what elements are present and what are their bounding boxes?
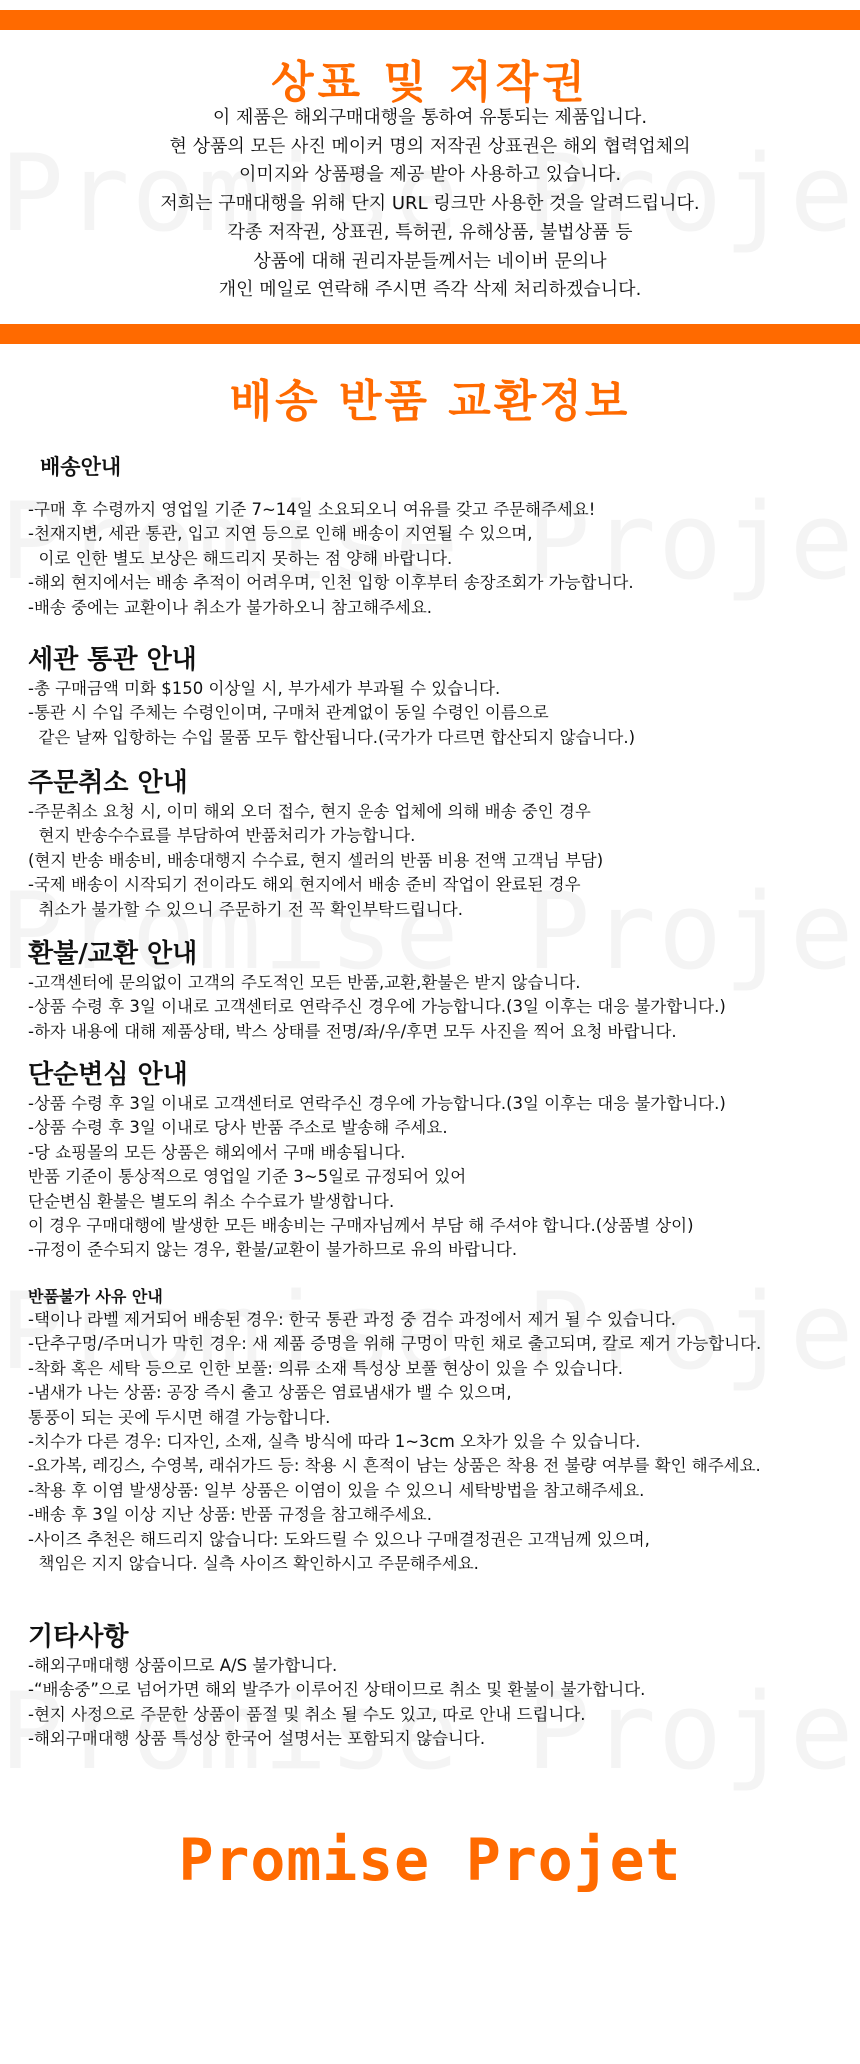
policy-line: 같은 날짜 입항하는 수입 물품 모두 합산됩니다.(국가가 다르면 합산되지 않습니다.) xyxy=(28,727,636,747)
policy-line: -해외 현지에서는 배송 추적이 어려우며, 인천 입항 이후부터 송장조회가 가능합니다. xyxy=(28,573,634,593)
policy-line: -하자 내용에 대해 제품상태, 박스 상태를 전명/좌/우/후면 모두 사진을 찍어 요청 바랍니다. xyxy=(28,1021,677,1041)
top-accent-bar xyxy=(0,10,860,30)
policy-line: 반품 기준이 통상적으로 영업일 기준 3~5일로 규정되어 있어 xyxy=(28,1167,467,1187)
policy-line: 취소가 불가할 수 있으니 주문하기 전 꼭 확인부탁드립니다. xyxy=(28,899,463,919)
section-lines xyxy=(28,498,634,620)
policy-line: -“배송중”으로 넘어가면 해외 발주가 이루어진 상태이므로 취소 및 환불이 불가합니다. xyxy=(28,1680,646,1700)
copyright-title: 상표 및 저작권 xyxy=(271,57,589,108)
policy-line: -상품 수령 후 3일 이내로 고객센터로 연락주신 경우에 가능합니다.(3일 이후는 대응 불가합니다.) xyxy=(28,997,726,1017)
policy-line: -현지 사정으로 주문한 상품이 품절 및 취소 될 수도 있고, 따로 안내 드립니다. xyxy=(28,1704,586,1724)
notice-line: 이 제품은 해외구매대행을 통하여 유통되는 제품입니다. xyxy=(212,107,648,128)
section-title: 세관 통관 안내 xyxy=(28,645,197,675)
middle-accent-bar xyxy=(0,324,860,344)
policy-line: -해외구매대행 상품 특성상 한국어 설명서는 포함되지 않습니다. xyxy=(28,1729,486,1749)
section-lines xyxy=(28,1654,645,1752)
section-lines xyxy=(28,1092,726,1263)
section-title: 반품불가 사유 안내 xyxy=(28,1287,163,1306)
section-no-return xyxy=(28,1286,761,1576)
policy-line: -요가복, 레깅스, 수영복, 래쉬가드 등: 착용 시 흔적이 남는 상품은 착용 전 불량 여부를 확인 해주세요. xyxy=(28,1456,761,1476)
section-title: 환불/교환 안내 xyxy=(28,939,198,969)
notice-line: 저희는 구매대행을 위해 단지 URL 링크만 사용한 것을 알려드립니다. xyxy=(160,193,700,215)
section-lines xyxy=(28,800,603,922)
section-lines xyxy=(28,1308,761,1576)
policy-line: -규정이 준수되지 않는 경우, 환불/교환이 불가하므로 유의 바랍니다. xyxy=(28,1240,518,1260)
policy-line: -상품 수령 후 3일 이내로 당사 반품 주소로 발송해 주세요. xyxy=(28,1118,448,1138)
policy-line: -통관 시 수입 주체는 수령인이며, 구매처 관계없이 동일 수령인 이름으로 xyxy=(28,703,549,723)
notice-line: 각종 저작권, 상표권, 특허권, 유해상품, 불법상품 등 xyxy=(227,221,633,243)
policy-line: -천재지변, 세관 통관, 입고 지연 등으로 인해 배송이 지연될 수 있으며, xyxy=(28,524,533,544)
copyright-notice xyxy=(0,104,860,305)
section-lines xyxy=(28,971,726,1044)
policy-line: -구매 후 수령까지 영업일 기준 7~14일 소요되오니 여유를 갖고 주문해주세요! xyxy=(28,500,596,519)
policy-line: -사이즈 추천은 해드리지 않습니다: 도와드릴 수 있으나 구매결정권은 고객님께 있으며, xyxy=(28,1529,650,1549)
section-customs xyxy=(28,643,635,750)
notice-line: 현 상품의 모든 사진 메이커 명의 저작권 상표권은 해외 협력업체의 xyxy=(169,135,691,157)
section-lines xyxy=(28,677,635,750)
section-cancel xyxy=(28,766,603,922)
policy-line: (현지 반송 배송비, 배송대행지 수수료, 현지 셀러의 반품 비용 전액 고객님 부담) xyxy=(28,850,604,870)
section-title: 단순변심 안내 xyxy=(28,1060,188,1090)
section-delivery xyxy=(28,450,634,620)
policy-line: -국제 배송이 시작되기 전이라도 해외 현지에서 배송 준비 작업이 완료된 경우 xyxy=(28,875,581,895)
policy-line: -배송 중에는 교환이나 취소가 불가하오니 참고해주세요. xyxy=(28,597,433,617)
section-refund xyxy=(28,937,726,1044)
policy-line: 통풍이 되는 곳에 두시면 해결 가능합니다. xyxy=(28,1407,331,1427)
policy-line: -해외구매대행 상품이므로 A/S 불가합니다. xyxy=(28,1656,338,1675)
policy-line: -착화 혹은 세탁 등으로 인한 보풀: 의류 소재 특성상 보풀 현상이 있을 수 있습니다. xyxy=(28,1358,623,1378)
policy-line: -단추구멍/주머니가 막힌 경우: 새 제품 증명을 위해 구멍이 막힌 채로 출고되며, 칼로 제거 가능합니다. xyxy=(28,1334,762,1354)
policy-line: -상품 수령 후 3일 이내로 고객센터로 연락주신 경우에 가능합니다.(3일 이후는 대응 불가합니다.) xyxy=(28,1094,726,1113)
policy-line: -치수가 다른 경우: 디자인, 소재, 실측 방식에 따라 1~3cm 오차가 있을 수 있습니다. xyxy=(28,1432,641,1452)
policy-line: -착용 후 이염 발생상품: 일부 상품은 이염이 있을 수 있으니 세탁방법을 참고해주세요. xyxy=(28,1480,645,1500)
policy-line: 책임은 지지 않습니다. 실측 사이즈 확인하시고 주문해주세요. xyxy=(28,1554,479,1574)
section-title: 주문취소 안내 xyxy=(28,768,188,798)
notice-line: 이미지와 상품평을 제공 받아 사용하고 있습니다. xyxy=(238,164,622,186)
policy-line: -주문취소 요청 시, 이미 해외 오더 접수, 현지 운송 업체에 의해 배송 중인 경우 xyxy=(28,802,591,821)
section-title: 배송안내 xyxy=(40,455,122,479)
policy-line: -배송 후 3일 이상 지난 상품: 반품 규정을 참고해주세요. xyxy=(28,1505,432,1525)
policy-line: -택이나 라벨 제거되어 배송된 경우: 한국 통관 과정 중 검수 과정에서 제거 될 수 있습니다. xyxy=(28,1310,677,1329)
notice-line: 상품에 대해 권리자분들께서는 네이버 문의나 xyxy=(253,250,607,272)
notice-line: 개인 메일로 연락해 주시면 즉각 삭제 처리하겠습니다. xyxy=(218,279,642,301)
policy-line: 이 경우 구매대행에 발생한 모든 배송비는 구매자님께서 부담 해 주셔야 합니다.(상품별 상이) xyxy=(28,1216,694,1236)
policy-line: -당 쇼핑몰의 모든 상품은 해외에서 구매 배송됩니다. xyxy=(28,1142,406,1162)
policy-line: 현지 반송수수료를 부담하여 반품처리가 가능합니다. xyxy=(28,826,416,846)
brand-logo-text: Promise Projet xyxy=(178,1826,682,1894)
policy-line: -고객센터에 문의없이 고객의 주도적인 모든 반품,교환,환불은 받지 않습니다. xyxy=(28,973,581,992)
policy-line: -총 구매금액 미화 $150 이상일 시, 부가세가 부과될 수 있습니다. xyxy=(28,679,501,698)
shipping-header: 배송 반품 교환정보 xyxy=(229,376,631,427)
policy-line: -냄새가 나는 상품: 공장 즉시 출고 상품은 염료냄새가 밸 수 있으며, xyxy=(28,1383,512,1403)
policy-line: 단순변심 환불은 별도의 취소 수수료가 발생합니다. xyxy=(28,1191,395,1211)
section-change-mind xyxy=(28,1058,726,1263)
section-etc xyxy=(28,1620,645,1752)
policy-line: 이로 인한 별도 보상은 해드리지 못하는 점 양해 바랍니다. xyxy=(28,548,453,568)
section-title: 기타사항 xyxy=(28,1622,129,1652)
